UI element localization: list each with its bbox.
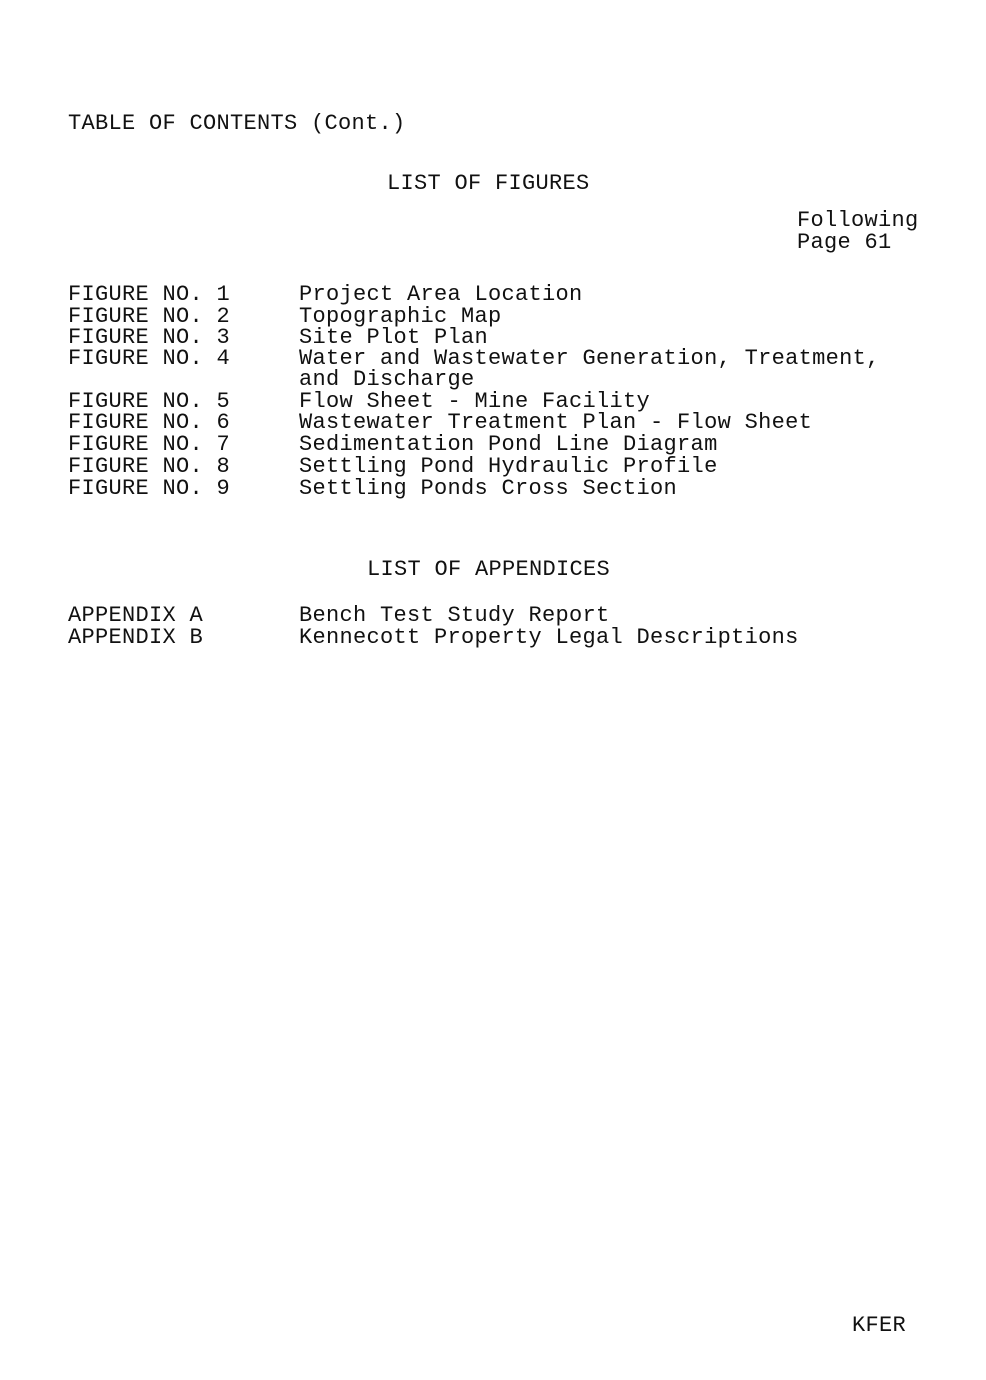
figure-title-continuation: and Discharge xyxy=(299,367,475,392)
list-item xyxy=(0,434,986,456)
list-item xyxy=(0,348,986,370)
figure-number: FIGURE NO. 3 xyxy=(68,325,231,350)
figure-title: Site Plot Plan xyxy=(299,325,489,350)
figure-title: Settling Ponds Cross Section xyxy=(299,476,678,501)
list-of-figures-heading: LIST OF FIGURES xyxy=(387,171,590,196)
appendix-label: APPENDIX A xyxy=(68,603,204,628)
footer-code: KFER xyxy=(852,1313,907,1338)
list-item-continuation xyxy=(0,369,986,391)
appendix-title: Bench Test Study Report xyxy=(299,603,610,628)
figure-number: FIGURE NO. 6 xyxy=(68,410,231,435)
list-item xyxy=(0,478,986,500)
appendix-title: Kennecott Property Legal Descriptions xyxy=(299,625,799,650)
figure-number: FIGURE NO. 7 xyxy=(68,432,231,457)
figure-title: Settling Pond Hydraulic Profile xyxy=(299,454,718,479)
figure-number: FIGURE NO. 5 xyxy=(68,389,231,414)
following-page-number: Page 61 xyxy=(797,230,892,255)
list-item xyxy=(0,605,986,627)
list-item xyxy=(0,456,986,478)
figure-title: Project Area Location xyxy=(299,282,583,307)
appendix-label: APPENDIX B xyxy=(68,625,204,650)
figure-title: Flow Sheet - Mine Facility xyxy=(299,389,651,414)
list-item xyxy=(0,412,986,434)
figure-number: FIGURE NO. 4 xyxy=(68,346,231,371)
figure-number: FIGURE NO. 1 xyxy=(68,282,231,307)
figure-title: Wastewater Treatment Plan - Flow Sheet xyxy=(299,410,813,435)
page-title: TABLE OF CONTENTS (Cont.) xyxy=(68,111,406,136)
figure-title: Topographic Map xyxy=(299,304,502,329)
figure-number: FIGURE NO. 9 xyxy=(68,476,231,501)
following-page-label: Following xyxy=(797,208,919,233)
list-item xyxy=(0,627,986,649)
figure-title: Sedimentation Pond Line Diagram xyxy=(299,432,718,457)
list-of-appendices-heading: LIST OF APPENDICES xyxy=(367,557,611,582)
list-item xyxy=(0,284,986,306)
figure-title: Water and Wastewater Generation, Treatment, xyxy=(299,346,880,371)
figure-number: FIGURE NO. 2 xyxy=(68,304,231,329)
figure-number: FIGURE NO. 8 xyxy=(68,454,231,479)
